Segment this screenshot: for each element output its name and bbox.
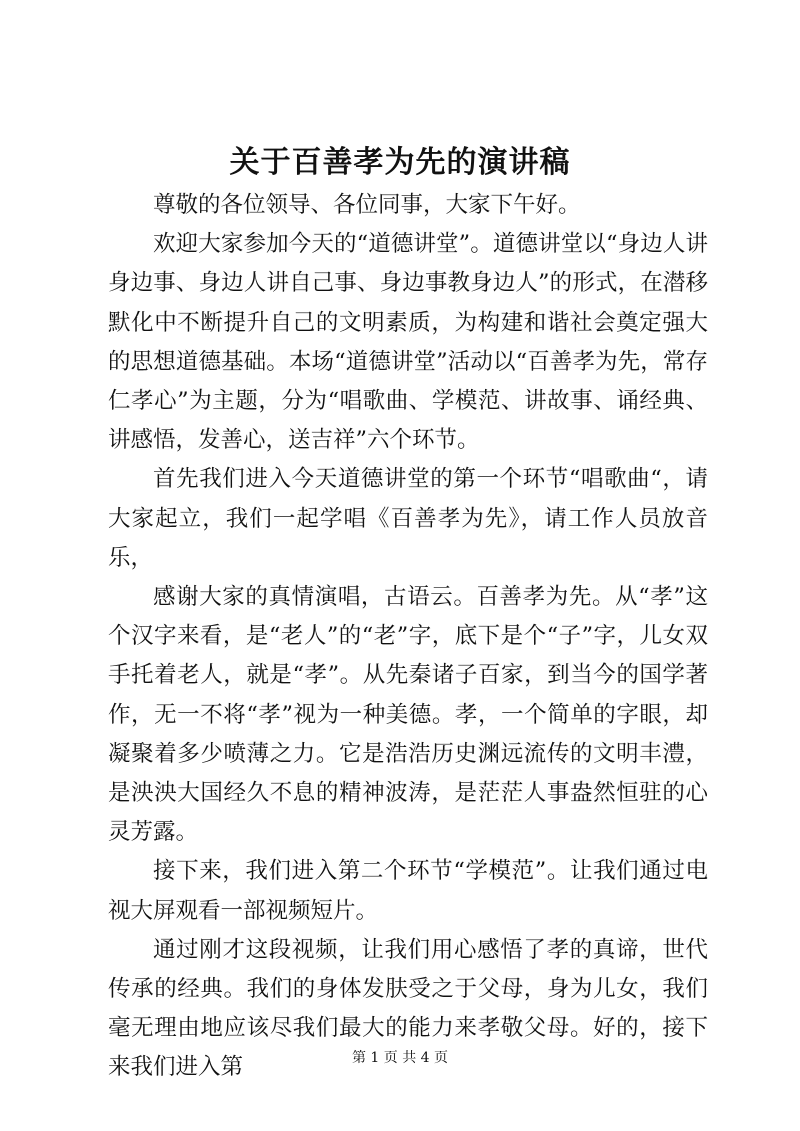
page-footer: 第 1 页 共 4 页 — [351, 1050, 449, 1066]
paragraph-first-section: 首先我们进入今天道德讲堂的第一个环节“唱歌曲“，请大家起立，我们一起学唱《百善孝为先》，请工作人员放音乐， — [108, 466, 708, 571]
paragraph-filial-piety: 感谢大家的真情演唱，古语云。百善孝为先。从“孝”这个汉字来看，是“老人”的“老”字，底下是个“子”字，儿女双手托着老人，就是“孝”。从先秦诸子百家，到当今的国学著作，无一不将“孝”视为一种美德。孝，一个简单的字眼，却凝聚着多少喷薄之力。它是浩浩历史渊远流传的文明丰澧，是泱泱大国经久不息的精神波涛，是茫茫人事盎然恒驻的心灵芳露。 — [108, 584, 708, 846]
document-body — [108, 186, 708, 1088]
paragraph-video-reflection: 通过刚才这段视频，让我们用心感悟了孝的真谛，世代传承的经典。我们的身体发肤受之于父母，身为儿女，我们毫无理由地应该尽我们最大的能力来孝敬父母。好的，接下来我们进入第 — [108, 936, 708, 1081]
document-title: 关于百善孝为先的演讲稿 — [229, 145, 571, 180]
paragraph-greeting: 尊敬的各位领导、各位同事，大家下午好。 — [153, 192, 581, 218]
paragraph-introduction: 欢迎大家参加今天的“道德讲堂”。道德讲堂以“身边人讲身边事、身边人讲自己事、身边事教身边人”的形式，在潜移默化中不断提升自己的文明素质，为构建和谐社会奠定强大的思想道德基础。本场“道德讲堂”活动以“百善孝为先，常存仁孝心”为主题，分为“唱歌曲、学模范、讲故事、诵经典、讲感悟，发善心，送吉祥”六个环节。 — [108, 231, 708, 454]
paragraph-second-section: 接下来，我们进入第二个环节“学模范”。让我们通过电视大屏观看一部视频短片。 — [108, 858, 708, 924]
